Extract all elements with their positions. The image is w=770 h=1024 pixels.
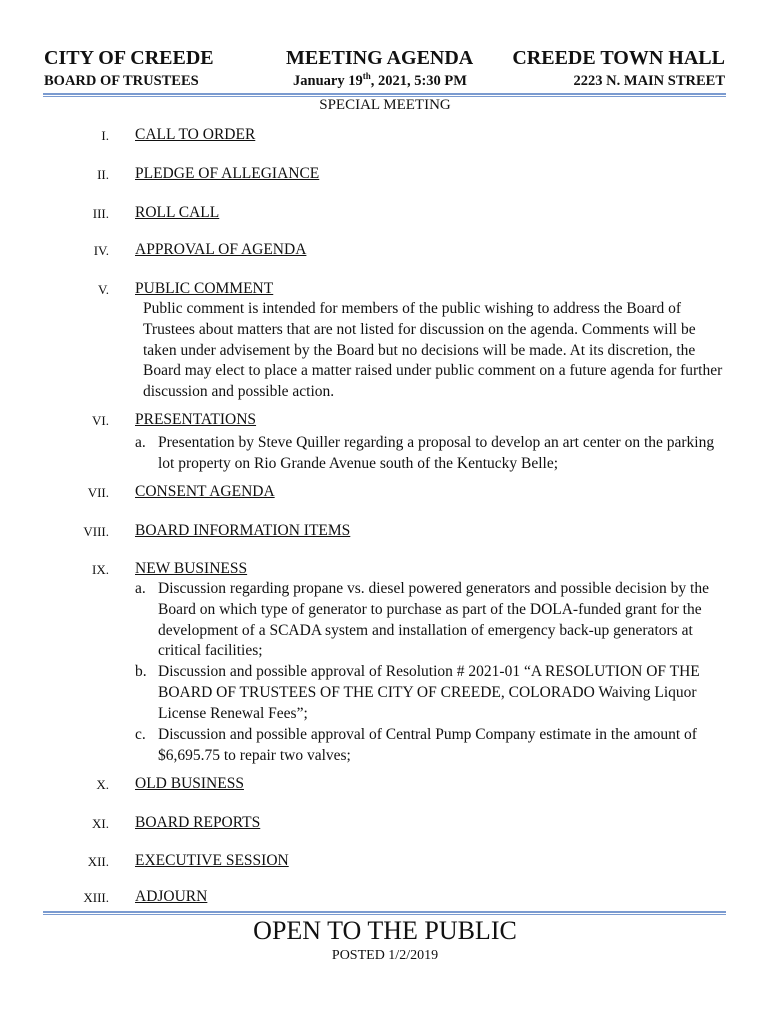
sub-item-letter: a. (135, 580, 146, 597)
sub-item (135, 662, 733, 724)
item-title-approval-of-agenda: APPROVAL OF AGENDA (135, 241, 307, 258)
item-title-new-business: NEW BUSINESS (135, 560, 248, 577)
public-notice: OPEN TO THE PUBLIC (253, 916, 517, 945)
org-name: CITY OF CREEDE (44, 47, 214, 69)
sub-item (135, 725, 733, 767)
sub-item-text: Presentation by Steve Quiller regarding a proposal to develop an art center on the parking lot property on Rio Grande Avenue south of the Kentucky Belle; (158, 434, 715, 472)
public-comment-paragraph: Public comment is intended for members of the public wishing to address the Board of Trustees about matters that are not listed for discussion on the agenda. Comments will be taken under advisement by the Board but no decisions will be made. At its discretion, the Board may elect to place a matter raised under public comment on a future agenda for further discussion and possible action. (143, 300, 723, 401)
posted-date: POSTED 1/2/2019 (331, 948, 439, 963)
item-title-call-to-order: CALL TO ORDER (135, 126, 256, 143)
item-title-adjourn: ADJOURN (135, 888, 208, 905)
board-name: BOARD OF TRUSTEES (44, 73, 199, 89)
item-title-consent-agenda: CONSENT AGENDA (135, 483, 275, 500)
item-number: XII. (87, 854, 109, 869)
item-title-board-reports: BOARD REPORTS (135, 814, 261, 831)
item-title-executive-session: EXECUTIVE SESSION (135, 852, 289, 869)
item-number: III. (92, 206, 109, 221)
item-number: IV. (93, 243, 109, 258)
item-number: X. (96, 777, 109, 792)
sub-item-text: Discussion and possible approval of Central Pump Company estimate in the amount of $6,695.75 to repair two valves; (158, 726, 697, 764)
item-number: VIII. (83, 524, 109, 539)
sub-item (135, 579, 733, 662)
sub-item-text: Discussion and possible approval of Resolution # 2021-01 “A RESOLUTION OF THE BOARD OF TRUSTEES OF THE CITY OF CREEDE, COLORADO Waiving Liquor License Renewal Fees”; (158, 663, 700, 722)
item-title-board-information: BOARD INFORMATION ITEMS (135, 522, 351, 539)
item-title-public-comment: PUBLIC COMMENT (135, 280, 274, 297)
sub-item-letter: c. (135, 726, 146, 743)
item-number: XI. (92, 816, 109, 831)
item-title-presentations: PRESENTATIONS (135, 411, 257, 428)
item-number: II. (97, 167, 109, 182)
sub-item-text: Discussion regarding propane vs. diesel powered generators and possible decision by the Board on which type of generator to purchase as part of the DOLA-funded grant for the development of a SCADA system and installation of emergency back-up generators at critical facilities; (158, 580, 709, 660)
item-number: VI. (92, 413, 109, 428)
item-number: V. (98, 282, 109, 297)
meeting-date: January 19th, 2021, 5:30 PM (293, 71, 467, 89)
item-number: IX. (92, 562, 109, 577)
item-number: XIII. (83, 890, 109, 905)
venue-name: CREEDE TOWN HALL (512, 47, 725, 69)
venue-address: 2223 N. MAIN STREET (573, 73, 725, 89)
sub-item-letter: a. (135, 434, 146, 451)
item-number: VII. (87, 485, 109, 500)
item-title-roll-call: ROLL CALL (135, 204, 220, 221)
meeting-type: SPECIAL MEETING (319, 97, 451, 113)
document-title: MEETING AGENDA (286, 47, 474, 69)
item-title-pledge: PLEDGE OF ALLEGIANCE (135, 165, 320, 182)
item-title-old-business: OLD BUSINESS (135, 775, 244, 792)
sub-item-letter: b. (135, 663, 147, 680)
item-number: I. (101, 128, 109, 143)
sub-item (135, 433, 733, 475)
